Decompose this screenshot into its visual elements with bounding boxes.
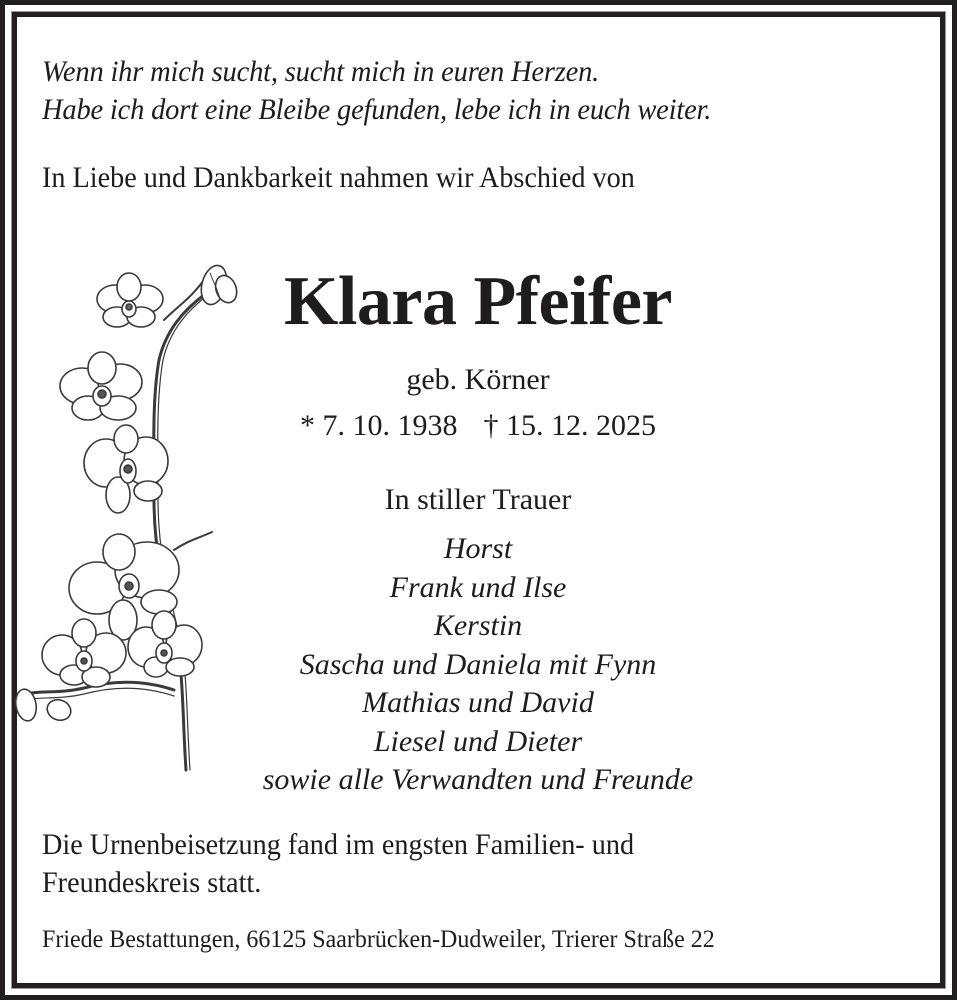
born-name: geb. Körner <box>406 363 550 396</box>
motto-line-2: Habe ich dort eine Bleibe gefunden, lebe ich in euch weiter. <box>42 93 712 126</box>
burial-note <box>42 826 634 902</box>
mourner-line: Liesel und Dieter <box>373 724 583 758</box>
deceased-name: Klara Pfeifer <box>283 263 672 340</box>
mourner-line: Kerstin <box>433 609 523 642</box>
mourner-line: Sascha und Daniela mit Fynn <box>299 647 657 681</box>
burial-note-line-1: Die Urnenbeisetzung fand im engsten Familien- und <box>42 828 635 861</box>
mourners-list <box>230 530 726 800</box>
mourner-line: Frank und Ilse <box>389 570 567 604</box>
mourner-line: Mathias und David <box>362 686 594 719</box>
undertaker-address: Friede Bestattungen, 66125 Saarbrücken-Dudweiler, Trierer Straße 22 <box>42 924 715 953</box>
intro-text: In Liebe und Dankbarkeit nahmen wir Abschied von <box>42 161 635 194</box>
death-date: † 15. 12. 2025 <box>483 409 656 442</box>
orchid-branch-icon <box>14 250 244 790</box>
mourning-heading: In stiller Trauer <box>384 483 572 516</box>
life-dates <box>230 408 726 444</box>
mourner-line: sowie alle Verwandten und Freunde <box>262 763 694 796</box>
mourner-line: Horst <box>443 532 513 565</box>
motto-line-1: Wenn ihr mich sucht, sucht mich in euren Herzen. <box>42 55 600 88</box>
burial-note-line-2: Freundeskreis statt. <box>42 866 262 899</box>
birth-date: * 7. 10. 1938 <box>300 409 458 442</box>
